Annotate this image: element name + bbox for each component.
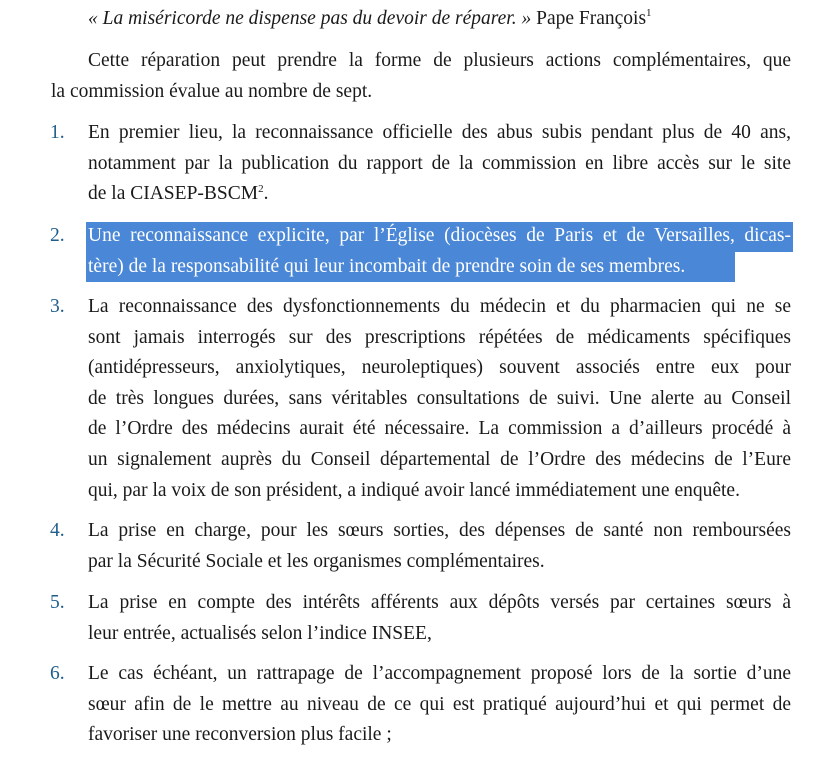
- list-item-body: [88, 118, 791, 212]
- list-item-body: [88, 292, 791, 506]
- list-item-body[interactable]: [88, 221, 791, 282]
- epigraph-quote: [88, 4, 808, 37]
- list-item-line: En premier lieu, la reconnaissance officielle des abus subis pendant plus de 40 ans,: [88, 122, 791, 143]
- list-item-line: (antidépresseurs, anxiolytiques, neuroleptiques) souvent associés entre eux pour: [88, 357, 791, 379]
- list-item-text: .: [263, 183, 269, 205]
- list-item-line: par la Sécurité Sociale et les organismes complémentaires.: [88, 550, 545, 572]
- list-item-line[interactable]: Une reconnaissance explicite, par l’Église (diocèses de Paris et de Versailles, dicas-: [88, 225, 791, 246]
- list-item-line: La prise en charge, pour les sœurs sorties, des dépenses de santé non remboursées: [88, 520, 791, 541]
- list-item-line: qui, par la voix de son président, a indiqué avoir lancé immédiatement une enquête.: [88, 479, 740, 501]
- list-item-text: de la CIASEP-BSCM: [88, 183, 259, 205]
- quote-footnote-ref[interactable]: 1: [646, 7, 652, 19]
- list-item-line: [88, 179, 791, 212]
- list-item-line: sont jamais interrogés sur des prescriptions répétées de médicaments spécifiques: [88, 326, 791, 348]
- list-item-line: La reconnaissance des dysfonctionnements du médecin et du pharmacien qui ne se: [88, 296, 791, 317]
- list-item-number: 6.: [50, 663, 65, 684]
- list-item-number: 2.: [50, 225, 65, 246]
- list-item-number: 4.: [50, 520, 65, 541]
- list-item-line: sœur afin de le mettre au niveau de ce qui est pratiqué aujourd’hui et qui permet de: [88, 693, 791, 715]
- list-item-body: [88, 588, 791, 649]
- list-item-body: [88, 659, 791, 751]
- list-item-line: notamment par la publication du rapport de la commission en libre accès sur le site: [88, 152, 791, 174]
- list-item-line: de l’Ordre des médecins aurait été nécessaire. La commission a d’ailleurs procédé à: [88, 418, 791, 440]
- list-item-line: de très longues durées, sans véritables consultations de suivi. Une alerte au Conseil: [88, 387, 791, 409]
- intro-line: la commission évalue au nombre de sept.: [51, 80, 373, 102]
- list-item-line: Le cas échéant, un rattrapage de l’accompagnement proposé lors de la sortie d’une: [88, 663, 791, 684]
- list-item-number: 3.: [50, 296, 65, 317]
- list-item-line[interactable]: tère) de la responsabilité qui leur incombait de prendre soin de ses membres.: [88, 255, 686, 277]
- list-item-body: [88, 516, 791, 577]
- list-item-number: 5.: [50, 592, 65, 613]
- list-item-number: 1.: [50, 122, 65, 143]
- list-item-line: un signalement auprès du Conseil départemental de l’Ordre des médecins de l’Eure: [88, 448, 791, 470]
- list-item-line: favoriser une reconversion plus facile ;: [88, 724, 392, 746]
- list-item-line: leur entrée, actualisés selon l’indice INSEE,: [88, 622, 432, 644]
- intro-line: Cette réparation peut prendre la forme de plusieurs actions complémentaires, que: [88, 50, 791, 71]
- list-item-line: La prise en compte des intérêts afférents aux dépôts versés par certaines sœurs à: [88, 592, 791, 613]
- quote-text: « La miséricorde ne dispense pas du devoir de réparer. »: [88, 8, 532, 29]
- footnote-ref[interactable]: 2: [258, 183, 264, 196]
- intro-paragraph: [51, 46, 791, 107]
- quote-author: Pape François: [536, 8, 647, 29]
